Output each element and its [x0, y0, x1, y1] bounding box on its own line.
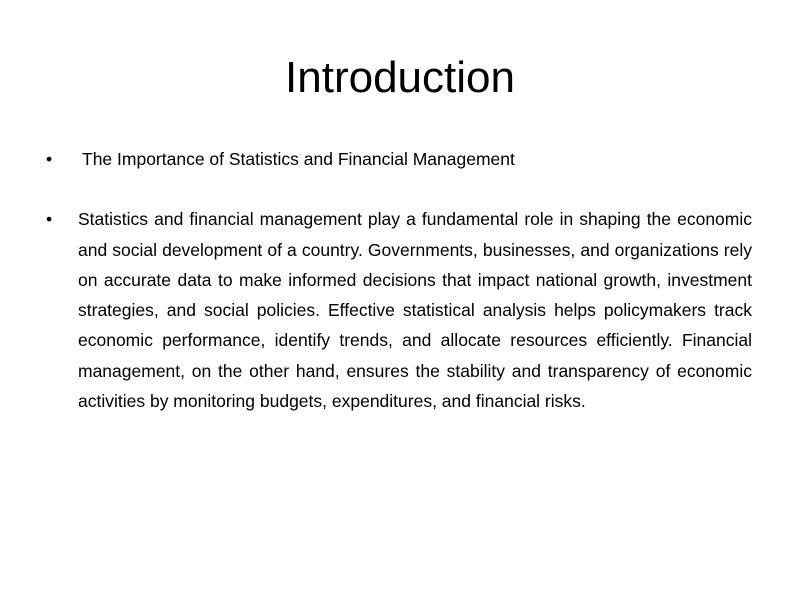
bullet-marker: • [46, 149, 53, 169]
bullet-marker: • [46, 209, 53, 230]
bullet-list [46, 144, 752, 416]
bullet-text: Statistics and financial management play a fundamental role in shaping the economic and social development of a country. Governments, businesses, and organizations rely on accurate data to make informed decisions that impact national growth, investment strategies, and social policies. Effective statistical analysis helps policymakers track economic performance, identify trends, and allocate resources efficiently. Financial management, on the other hand, ensures the stability and transparency of economic activities by monitoring budgets, expenditures, and financial risks. [78, 209, 752, 412]
bullet-item-importance [46, 144, 752, 174]
bullet-text: The Importance of Statistics and Financial Management [82, 149, 515, 169]
bullet-item-description [46, 204, 752, 416]
slide-title: Introduction [285, 53, 515, 102]
